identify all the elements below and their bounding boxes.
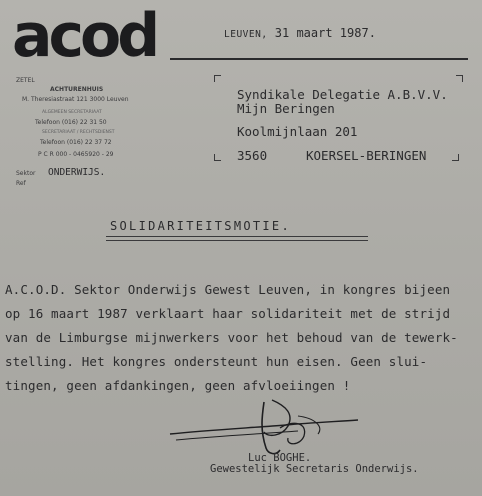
body-line-4: stelling. Het kongres ondersteunt hun eisen. Geen slui-: [5, 354, 428, 369]
recipient-line1: Syndikale Delegatie A.B.V.V.: [237, 87, 448, 102]
secretariat-label: ALGEMEEN SECRETARIAAT: [42, 110, 102, 115]
date-place: LEUVEN,: [224, 29, 268, 40]
logo-divider: [170, 58, 468, 60]
faint-label: SECRETARIAAT / RECHTSDIENST: [42, 130, 115, 135]
zetel-label: ZETEL: [16, 77, 35, 84]
sector-value: ONDERWIJS.: [48, 167, 106, 178]
body-line-2: op 16 maart 1987 verklaart haar solidariteit met de strijd: [5, 306, 451, 321]
acod-logo: acod: [12, 1, 157, 71]
sector-label: Sektor: [16, 170, 36, 177]
window-corner-br: [452, 154, 459, 161]
letter-date: [224, 26, 376, 40]
signatory-name: Luc BOGHE.: [248, 452, 312, 464]
recipient-street: Koolmijnlaan 201: [237, 124, 358, 139]
phone-1: Telefoon (016) 22 31 50: [35, 119, 107, 126]
window-corner-tr: [456, 75, 463, 82]
body-line-3: van de Limburgse mijnwerkers voor het behoud van de tewerk-: [5, 330, 458, 345]
phone-2: Telefoon (016) 22 37 72: [40, 139, 112, 146]
handwritten-signature: [168, 398, 368, 460]
body-line-1: A.C.O.D. Sektor Onderwijs Gewest Leuven, in kongres bijeen: [5, 282, 451, 297]
recipient-line2: Mijn Beringen: [237, 101, 335, 116]
pcr-number: P C R 000 - 0465920 - 29: [38, 151, 114, 158]
recipient-city: KOERSEL-BERINGEN: [306, 148, 427, 163]
office-name: ACHTURENHUIS: [50, 86, 104, 93]
recipient-postcode: 3560: [237, 148, 268, 163]
date-value: 31 maart 1987.: [274, 26, 376, 40]
body-line-5: tingen, geen afdankingen, geen afvloeiingen !: [5, 378, 351, 393]
window-corner-bl: [214, 154, 221, 161]
letter-title: SOLIDARITEITSMOTIE.: [110, 219, 291, 233]
title-underline: [106, 236, 368, 241]
window-corner-tl: [214, 75, 221, 82]
ref-label: Ref: [16, 180, 26, 187]
office-address: M. Theresiastraat 121 3000 Leuven: [22, 96, 129, 103]
signatory-title: Gewestelijk Secretaris Onderwijs.: [210, 463, 419, 475]
